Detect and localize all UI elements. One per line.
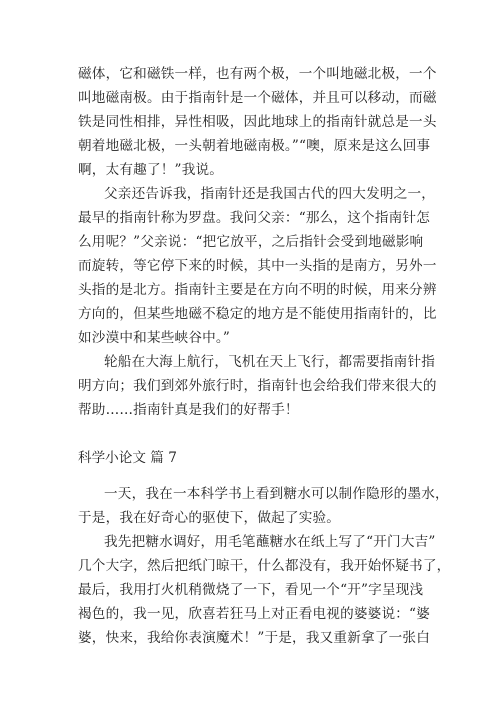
text-line: 磁体，它和磁铁一样，也有两个极，一个叫地磁北极，一个 (78, 66, 437, 82)
text-line: 最后，我用打火机稍微烧了一下，看见一个“开”字呈现浅 (78, 582, 424, 598)
text-line: 朝着地磁北极，一头朝着地磁南极。”“噢，原来是这么回事 (78, 138, 431, 154)
text-line: 而旋转，等它停下来的时候，其中一头指的是南方，另外一 (78, 258, 437, 274)
text-line: 我先把糖水调好，用毛笔蘸糖水在纸上写了“开门大吉” (104, 534, 436, 550)
text-line: 头指的是北方。指南针主要是在方向不明的时候，用来分辨 (78, 282, 437, 298)
text-line: 明方向；我们到郊外旅行时，指南针也会给我们带来很大的 (78, 378, 437, 394)
text-line: 么用呢？”父亲说：“把它放平，之后指针会受到地磁影响 (78, 234, 424, 250)
section-ink-experiment-text (78, 482, 451, 650)
text-line: 铁是同性相排，异性相吸，因此地球上的指南针就总是一头 (78, 114, 437, 130)
text-line: 褐色的，我一见，欣喜若狂马上对正看电视的婆婆说：“婆 (78, 606, 430, 622)
text-line: 一天，我在一本科学书上看到糖水可以制作隐形的墨水， (104, 486, 449, 502)
text-line: 叫地磁南极。由于指南针是一个磁体，并且可以移动，而磁 (78, 90, 437, 106)
text-line: 于是，我在好奇心的驱使下，做起了实验。 (78, 510, 341, 526)
text-line: 方向的，但某些地磁不稳定的地方是不能使用指南针的，比 (78, 306, 437, 322)
text-line: 如沙漠中和某些峡谷中。” (78, 330, 231, 346)
text-line: 帮助……指南针真是我们的好帮手！ (78, 402, 299, 418)
text-line: 轮船在大海上航行，飞机在天上飞行，都需要指南针指 (104, 354, 436, 370)
section-compass-text (78, 62, 437, 422)
text-line: 几个大字，然后把纸门晾干，什么都没有，我开始怀疑书了， (78, 558, 451, 574)
article-heading: 科学小论文 篇 7 (78, 450, 177, 466)
text-line: 父亲还告诉我，指南针还是我国古代的四大发明之一， (104, 186, 436, 202)
text-line: 婆，快来，我给你表演魔术！”于是，我又重新拿了一张白 (78, 630, 430, 646)
text-line: 啊，太有趣了！”我说。 (78, 162, 224, 178)
text-line: 最早的指南针称为罗盘。我问父亲：“那么，这个指南针怎 (78, 210, 430, 226)
